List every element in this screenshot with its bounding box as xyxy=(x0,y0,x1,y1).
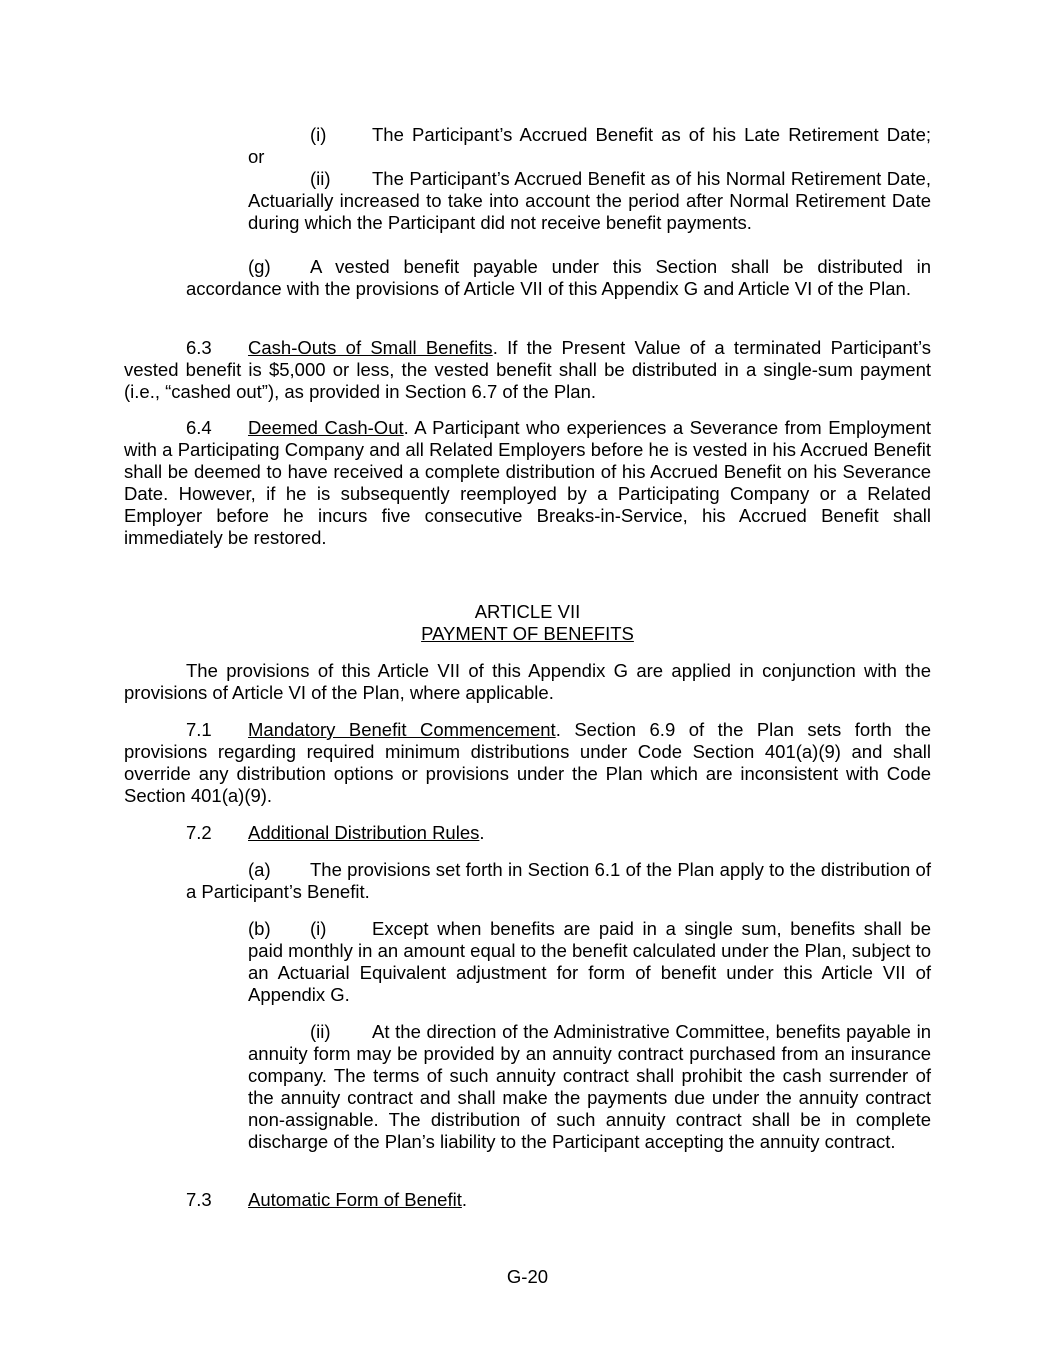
paragraph-g xyxy=(186,256,931,300)
section-6-3 xyxy=(124,337,931,403)
section-text: . A Participant who experiences a Severance from Employment with a Participating Company and all Related Employers before he is vested in his Accrued Benefit shall be deemed to have received a complete distribution of his Accrued Benefit on his Severance Date. However, if he is subsequently reemployed by a Participating Company or a Related Employer before he incurs five consecutive Breaks-in-Service, his Accrued Benefit shall immediately be restored. xyxy=(124,417,932,548)
section-7-3 xyxy=(124,1189,931,1211)
paragraph-i xyxy=(248,124,931,146)
section-number: 6.4 xyxy=(186,417,212,438)
page-number: G-20 xyxy=(506,1266,549,1287)
section-text: . xyxy=(479,822,485,843)
section-text: . Section 6.9 of the Plan sets forth the provisions regarding required minimum distributions under Code Section 401(a)(9) and shall override any distribution options or provisions under the Plan which are inconsistent with Code Section 401(a)(9). xyxy=(124,719,931,806)
section-number: 7.1 xyxy=(186,719,212,740)
paragraph-text: The provisions set forth in Section 6.1 of the Plan apply to the distribution of a Participant’s Benefit. xyxy=(186,859,931,902)
section-number: 7.2 xyxy=(186,822,212,843)
paragraph-text: Except when benefits are paid in a single sum, benefits shall be paid monthly in an amount equal to the benefit calculated under the Plan, subject to an Actuarial Equivalent adjustment for form of benefit under this Article VII of Appendix G. xyxy=(248,918,931,1005)
section-7-1 xyxy=(124,719,931,807)
section-heading: Mandatory Benefit Commencement xyxy=(248,719,556,740)
item-number: (b) xyxy=(248,918,271,939)
section-heading: Cash-Outs of Small Benefits xyxy=(248,337,493,358)
section-7-2 xyxy=(124,822,931,844)
article-title: ARTICLE VII xyxy=(474,601,581,622)
item-number: (g) xyxy=(248,256,271,277)
article-subtitle xyxy=(124,623,931,645)
paragraph-b xyxy=(248,918,931,1006)
article-intro: The provisions of this Article VII of this Appendix G are applied in conjunction with the provisions of Article VI of the Plan, where applicable. xyxy=(124,660,931,703)
section-number: 7.3 xyxy=(186,1189,212,1210)
paragraph-a xyxy=(186,859,931,903)
paragraph-text: The Participant’s Accrued Benefit as of his Normal Retirement Date, Actuarially increased to take into account the period after Normal Retirement Date during which the Participant did not receive benefit payments. xyxy=(248,168,931,233)
section-heading: Automatic Form of Benefit xyxy=(248,1189,462,1210)
paragraph-ii xyxy=(248,168,931,234)
item-number: (i) xyxy=(310,124,327,145)
section-heading: Deemed Cash-Out xyxy=(248,417,404,438)
section-number: 6.3 xyxy=(186,337,212,358)
item-number: (a) xyxy=(248,859,271,880)
or-connector: or xyxy=(248,146,265,167)
sub-item-number: (i) xyxy=(310,918,327,939)
section-text: . xyxy=(461,1189,468,1210)
section-text: . If the Present Value of a terminated Participant’s vested benefit is $5,000 or less, the vested benefit shall be distributed in a single-sum payment (i.e., “cashed out”), as provided in Section 6.7 of the Plan. xyxy=(124,337,932,402)
paragraph-text: At the direction of the Administrative Committee, benefits payable in annuity form may be provided by an annuity contract purchased from an insurance company. The terms of such annuity contract shall prohibit the cash surrender of the annuity contract and shall make the payments due under the annuity contract non-assignable. The distribution of such annuity contract shall be in complete discharge of the Plan’s liability to the Participant accepting the annuity contract. xyxy=(248,1021,931,1152)
paragraph-text: The Participant’s Accrued Benefit as of his Late Retirement Date; xyxy=(372,124,931,145)
paragraph-text: A vested benefit payable under this Section shall be distributed in accordance with the provisions of Article VII of this Appendix G and Article VI of the Plan. xyxy=(186,256,931,299)
paragraph-b-ii xyxy=(248,1021,931,1153)
article-subtitle-text: PAYMENT OF BENEFITS xyxy=(421,623,634,644)
item-number: (ii) xyxy=(310,168,331,189)
item-number: (ii) xyxy=(310,1021,331,1042)
section-6-4 xyxy=(124,417,931,549)
section-heading: Additional Distribution Rules xyxy=(248,822,480,843)
